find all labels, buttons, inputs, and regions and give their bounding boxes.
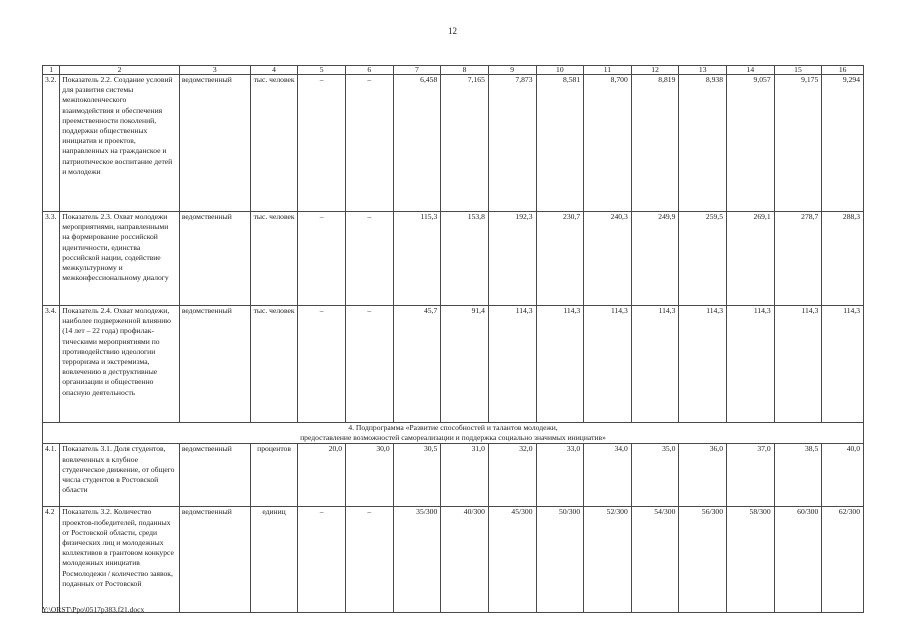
table-cell: 114,3 [774, 306, 822, 423]
table-cell: – [298, 75, 346, 212]
table-row [43, 306, 864, 423]
table-cell: 32,0 [488, 444, 536, 507]
table-cell: 34,0 [584, 444, 632, 507]
page-number: 12 [448, 26, 457, 36]
table-cell: 91,4 [441, 306, 489, 423]
table-cell: 45,7 [393, 306, 441, 423]
table-cell: 38,5 [774, 444, 822, 507]
table-cell: 9,057 [727, 75, 775, 212]
table-cell: – [346, 75, 394, 212]
subprogram-heading-line1: 4. Подпрограмма «Развитие способностей и талантов молодежи, [348, 423, 558, 432]
table-cell: 8,581 [536, 75, 584, 212]
table-cell: 8,700 [584, 75, 632, 212]
column-header: 5 [298, 66, 346, 75]
table-cell: 35,0 [631, 444, 679, 507]
table-cell: 45/300 [488, 507, 536, 613]
table-cell: 54/300 [631, 507, 679, 613]
indicator-unit: единиц [250, 507, 298, 613]
row-number: 3.3. [43, 212, 60, 306]
subprogram-heading-line2: предоставление возможностей самореализации и поддержка социально значимых инициатив» [300, 433, 606, 443]
table-cell: 50/300 [536, 507, 584, 613]
table-cell: 30,0 [346, 444, 394, 507]
column-header: 16 [822, 66, 864, 75]
table-cell: 36,0 [679, 444, 727, 507]
indicator-name: Показатель 3.1. Доля студентов, вовлеченных в клубное студенческое движение, от общего числа студентов в Ростовской области [60, 444, 180, 507]
table-cell: 6,458 [393, 75, 441, 212]
table-cell: 9,294 [822, 75, 864, 212]
table-cell: 153,8 [441, 212, 489, 306]
column-header: 2 [60, 66, 180, 75]
column-header: 4 [250, 66, 298, 75]
table-cell: 288,3 [822, 212, 864, 306]
table-cell: 7,165 [441, 75, 489, 212]
column-number-row [43, 66, 864, 75]
indicator-unit: тыс. человек [250, 212, 298, 306]
table-cell: 56/300 [679, 507, 727, 613]
indicator-name: Показатель 2.2. Создание условий для развития системы межпоколенческого взаимодействия и обеспечения преемственности поколений, поддержки общественных инициатив и проектов, направленных на гражданское и патриотическое воспитание детей и молодежи [60, 75, 180, 212]
table-cell: 114,3 [488, 306, 536, 423]
table-cell: – [346, 212, 394, 306]
table-cell: – [298, 212, 346, 306]
table-cell: 30,5 [393, 444, 441, 507]
row-number: 3.2. [43, 75, 60, 212]
indicator-type: ведомственный [179, 444, 250, 507]
table-cell: 9,175 [774, 75, 822, 212]
table-cell: 192,3 [488, 212, 536, 306]
table-cell: 259,5 [679, 212, 727, 306]
table-cell: 60/300 [774, 507, 822, 613]
indicator-type: ведомственный [179, 507, 250, 613]
indicator-name: Показатель 3.2. Количество проектов-победителей, поданных от Ростовской области, среди физических лиц и молодежных коллективов в грантовом конкурсе молодежных инициатив Росмолодежи / количество заявок, поданных от Ростовской [60, 507, 180, 613]
table-cell: 240,3 [584, 212, 632, 306]
table-cell: 7,873 [488, 75, 536, 212]
column-header: 3 [179, 66, 250, 75]
table-row [43, 444, 864, 507]
table-row [43, 212, 864, 306]
column-header: 7 [393, 66, 441, 75]
table-cell: 114,3 [631, 306, 679, 423]
table-cell: 52/300 [584, 507, 632, 613]
column-header: 12 [631, 66, 679, 75]
indicator-type: ведомственный [179, 306, 250, 423]
table-cell: 114,3 [679, 306, 727, 423]
table-cell: – [346, 306, 394, 423]
file-path-footer: Y:\ORST\Ppo\0517p383.f21.docx [42, 605, 145, 614]
table-cell: 249,9 [631, 212, 679, 306]
row-number: 4.1. [43, 444, 60, 507]
table-cell: 278,7 [774, 212, 822, 306]
row-number: 4.2 [43, 507, 60, 613]
table-cell: 8,819 [631, 75, 679, 212]
column-header: 9 [488, 66, 536, 75]
table-cell: 31,0 [441, 444, 489, 507]
indicator-name: Показатель 2.3. Охват молодежи мероприятиями, направленными на формирование российской идентичности, единства российской нации, содействие межкультурному и межконфессиональному диалогу [60, 212, 180, 306]
table-cell: 20,0 [298, 444, 346, 507]
indicator-type: ведомственный [179, 212, 250, 306]
table-cell: 40/300 [441, 507, 489, 613]
indicators-table [42, 65, 864, 613]
table-cell: 40,0 [822, 444, 864, 507]
table-row [43, 507, 864, 613]
table-cell: 62/300 [822, 507, 864, 613]
column-header: 8 [441, 66, 489, 75]
indicator-unit: тыс. человек [250, 306, 298, 423]
table-cell: 58/300 [727, 507, 775, 613]
row-number: 3.4. [43, 306, 60, 423]
column-header: 15 [774, 66, 822, 75]
table-cell: 8,938 [679, 75, 727, 212]
column-header: 6 [346, 66, 394, 75]
column-header: 11 [584, 66, 632, 75]
table-cell: 230,7 [536, 212, 584, 306]
table-cell: 114,3 [536, 306, 584, 423]
table-cell: 115,3 [393, 212, 441, 306]
table-cell: 33,0 [536, 444, 584, 507]
table-row [43, 75, 864, 212]
column-header: 13 [679, 66, 727, 75]
column-header: 10 [536, 66, 584, 75]
table-cell: – [298, 507, 346, 613]
table-cell: – [298, 306, 346, 423]
subprogram-heading-row [43, 423, 864, 444]
indicator-unit: тыс. человек [250, 75, 298, 212]
table-cell: 114,3 [727, 306, 775, 423]
indicator-unit: процентов [250, 444, 298, 507]
table-cell: 114,3 [584, 306, 632, 423]
subprogram-heading [43, 423, 864, 444]
table-cell: – [346, 507, 394, 613]
table-cell: 114,3 [822, 306, 864, 423]
indicator-type: ведомственный [179, 75, 250, 212]
column-header: 14 [727, 66, 775, 75]
column-header: 1 [43, 66, 60, 75]
indicator-name: Показатель 2.4. Охват молодежи, наиболее подверженной влиянию (14 лет – 22 года) профилак-тическими мероприятиями по противодействию идеологии терроризма и экстремизма, вовлечению в деструктивные организации и общественно опасную деятельность [60, 306, 180, 423]
table-cell: 37,0 [727, 444, 775, 507]
table-cell: 35/300 [393, 507, 441, 613]
table-cell: 269,1 [727, 212, 775, 306]
